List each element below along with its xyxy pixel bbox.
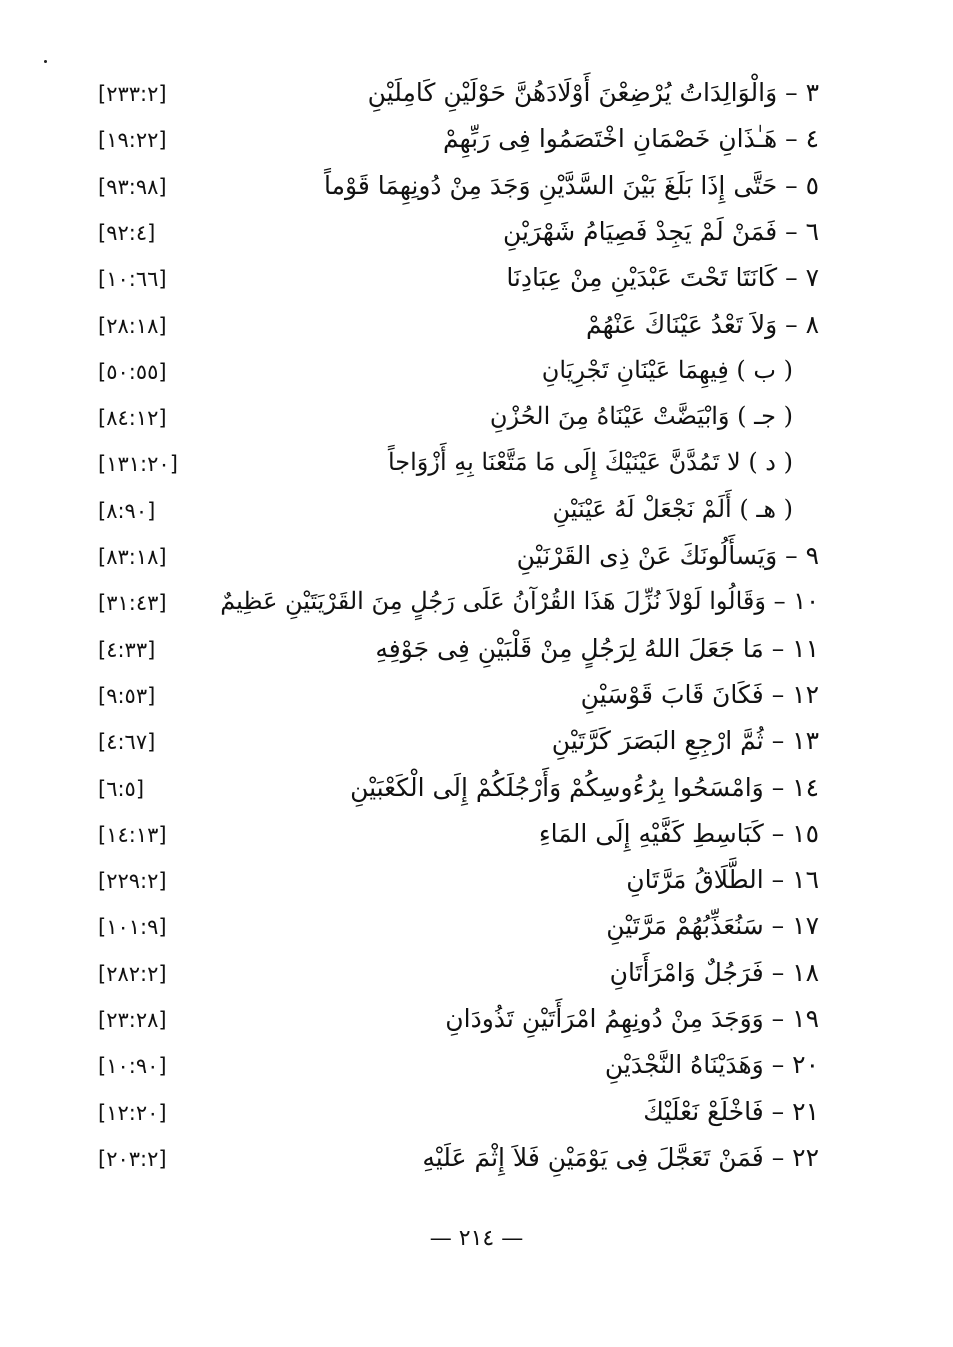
verse-text: ١٢ – فَكَانَ قَابَ قَوْسَيْنِ xyxy=(580,680,819,709)
verse-entry xyxy=(0,634,953,674)
verse-entry xyxy=(0,1050,953,1090)
verse-entry xyxy=(0,819,953,859)
verse-text: ٤ – هَـٰذَانِ خَصْمَانِ اخْتَصَمُوا فِى رَبِّهِمْ xyxy=(442,124,819,153)
verse-entry xyxy=(0,726,953,766)
verse-text: ٢١ – فَاخْلَعْ نَعْلَيْكَ xyxy=(643,1097,819,1126)
verse-reference: [١٠:٦٦] xyxy=(98,267,167,291)
verse-reference: [١٠:٩٠] xyxy=(98,1054,167,1078)
verse-entry xyxy=(0,680,953,720)
verse-reference: [١٠١:٩] xyxy=(98,915,167,939)
verse-reference: [٤:٣٣] xyxy=(98,638,156,662)
verse-text: ٦ – فَمَنْ لَمْ يَجِدْ فَصِيَامُ شَهْرَيْنِ xyxy=(502,217,819,246)
verse-reference: [٢٠٣:٢] xyxy=(98,1147,167,1171)
verse-entry xyxy=(0,1097,953,1137)
verse-text: ٢٠ – وَهَدَيْنَاهُ النَّجْدَيْنِ xyxy=(604,1050,819,1079)
verse-text: ٨ – وَلاَ تَعْدُ عَيْنَاكَ عَنْهُمْ xyxy=(586,310,819,339)
verse-reference: [٩٣:٩٨] xyxy=(98,175,167,199)
verse-text: ٩ – وَيَسأَلُونَكَ عَنْ ذِى القَرْنَيْنِ xyxy=(516,541,819,570)
verse-text: ٣ – وَالْوَالِدَاتُ يُرْضِعْنَ أَوْلَادَهُنَّ حَوْلَيْنِ كَامِلَيْنِ xyxy=(367,78,819,107)
verse-entry xyxy=(0,495,953,535)
verse-text: ٧ – كَانَتَا تَحْتَ عَبْدَيْنِ مِنْ عِبَادِنَا xyxy=(506,263,819,292)
verse-entry xyxy=(0,217,953,257)
scan-speck xyxy=(44,60,47,63)
verse-text: ٥ – حَتَّى إِذَا بَلَغَ بَيْنَ السَّدَّيْنِ وَجَدَ مِنْ دُونِهِمَا قَوْماً xyxy=(323,171,819,200)
verse-reference: [٨:٩٠] xyxy=(98,499,156,523)
verse-entry xyxy=(0,587,953,627)
verse-text: ١٠ – وَقَالُوا لَوْلاَ نُزِّلَ هَذَا القُرْآنُ عَلَى رَجُلٍ مِنَ القَرْيَتَيْنِ عَظِيمٌ xyxy=(220,587,819,615)
verse-text: ١٣ – ثُمَّ ارْجِعِ البَصَرَ كَرَّتَيْنِ xyxy=(551,726,819,755)
verse-reference: [١٣١:٢٠] xyxy=(98,452,178,476)
verse-reference: [٤:٦٧] xyxy=(98,730,156,754)
verse-subitem-text: ( جـ ) وَابْيَضَّتْ عَيْنَاهُ مِنَ الحُزْنِ xyxy=(489,402,793,430)
verse-entry xyxy=(0,865,953,905)
verse-text: ١٨ – فَرَجُلٌ وَامْرَأَتَانِ xyxy=(609,958,819,987)
verse-entry xyxy=(0,78,953,118)
verse-entry xyxy=(0,1143,953,1183)
verse-text: ١٦ – الطَّلَاقُ مَرَّتَانِ xyxy=(626,865,819,894)
verse-entry xyxy=(0,773,953,813)
verse-entry xyxy=(0,541,953,581)
verse-reference: [٢٨٢:٢] xyxy=(98,962,167,986)
verse-reference: [١٢:٢٠] xyxy=(98,1101,167,1125)
verse-entry xyxy=(0,310,953,350)
verse-entry xyxy=(0,958,953,998)
verse-reference: [٢٢٩:٢] xyxy=(98,869,167,893)
verse-text: ١٧ – سَنُعَذِّبُهُمْ مَرَّتَيْنِ xyxy=(606,911,819,940)
verse-text: ١٤ – وَامْسَحُوا بِرُءُوسِكُمْ وَأَرْجُلَكُمْ إِلَى الْكَعْبَيْنِ xyxy=(350,773,819,802)
verse-reference: [٦:٥] xyxy=(98,777,145,801)
verse-reference: [٢٣:٢٨] xyxy=(98,1008,167,1032)
verse-text: ١٥ – كَبَاسِطِ كَفَّيْهِ إِلَى المَاءِ xyxy=(538,819,819,848)
verse-reference: [٩٢:٤] xyxy=(98,221,156,245)
verse-subitem-text: ( ب ) فِيهِمَا عَيْنَانِ تَجْرِيَانِ xyxy=(541,356,793,384)
verse-reference: [٨٣:١٨] xyxy=(98,545,167,569)
verse-reference: [٣١:٤٣] xyxy=(98,591,167,615)
verse-text: ٢٢ – فَمَنْ تَعَجَّلَ فِى يَوْمَيْنِ فَلاَ إِثْمَ عَلَيْهِ xyxy=(422,1143,819,1172)
verse-reference: [٢٨:١٨] xyxy=(98,314,167,338)
verse-reference: [٥٠:٥٥] xyxy=(98,360,167,384)
verse-entry xyxy=(0,124,953,164)
verse-subitem-text: ( هـ ) أَلَمْ نَجْعَلْ لَهُ عَيْنَيْنِ xyxy=(552,495,793,523)
verse-subitem-text: ( د ) لا تَمُدَّنَّ عَيْنَيْكَ إِلَى مَا مَتَّعْنَا بِهِ أَزْوَاجاً xyxy=(387,448,793,476)
verse-entry xyxy=(0,448,953,488)
verse-text: ١٩ – وَوَجَدَ مِنْ دُونِهِمُ امْرَأَتَيْنِ تَذُودَانِ xyxy=(445,1004,819,1033)
verse-entry xyxy=(0,402,953,442)
verse-entry xyxy=(0,263,953,303)
verse-reference: [١٤:١٣] xyxy=(98,823,167,847)
verse-reference: [٩:٥٣] xyxy=(98,684,156,708)
verse-entry xyxy=(0,171,953,211)
verse-reference: [٢٣٣:٢] xyxy=(98,82,167,106)
verse-reference: [٨٤:١٢] xyxy=(98,406,167,430)
verse-entry xyxy=(0,1004,953,1044)
verse-text: ١١ – مَا جَعَلَ اللهُ لِرَجُلٍ مِنْ قَلْبَيْنِ فِى جَوْفِهِ xyxy=(375,634,819,663)
verse-entry xyxy=(0,911,953,951)
verse-reference: [١٩:٢٢] xyxy=(98,128,167,152)
verse-entry xyxy=(0,356,953,396)
page-number: — ٢١٤ — xyxy=(429,1226,524,1251)
